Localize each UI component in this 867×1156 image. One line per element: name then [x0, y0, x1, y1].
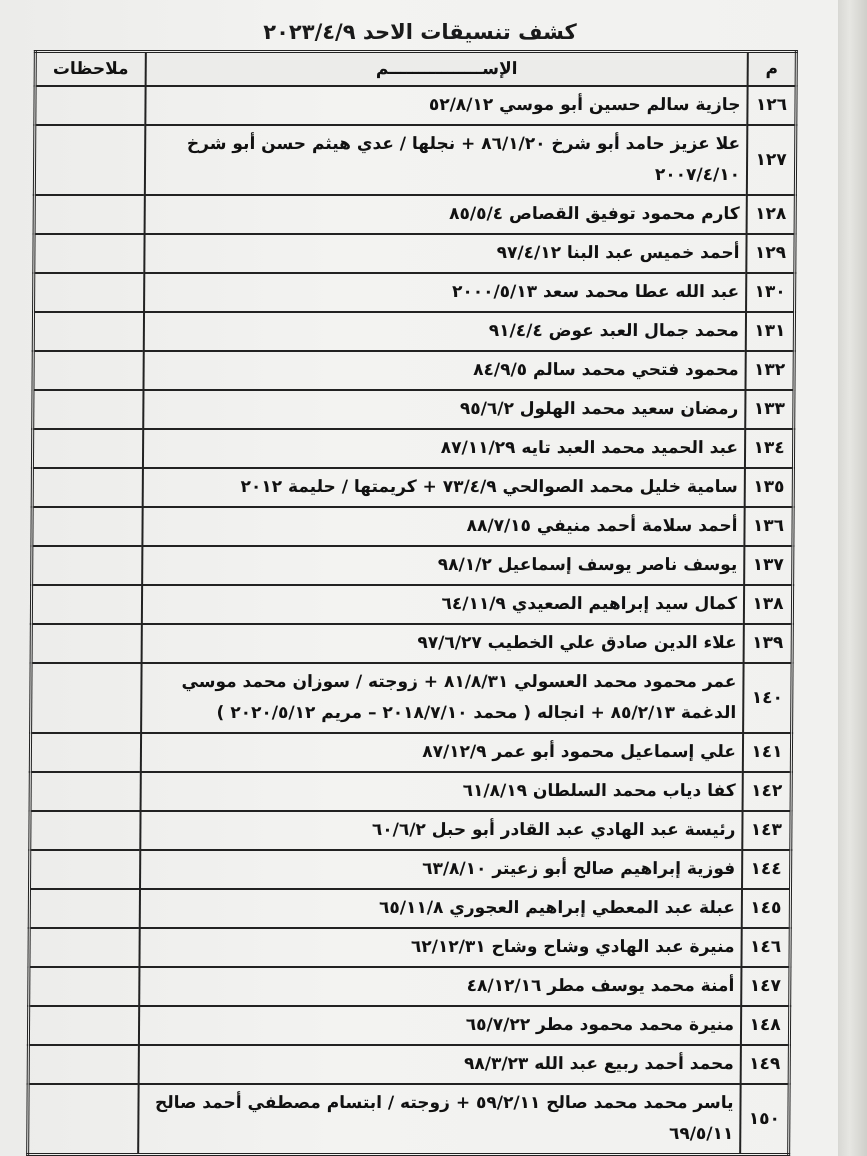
row-name: كمال سيد إبراهيم الصعيدي ٦٤/١١/٩ — [142, 585, 744, 624]
row-name: علي إسماعيل محمود أبو عمر ٨٧/١٢/٩ — [141, 733, 743, 772]
row-number: ١٢٦ — [747, 86, 796, 125]
row-notes — [32, 546, 143, 585]
row-number: ١٣٨ — [744, 585, 793, 624]
table-row — [34, 125, 795, 195]
row-name: أحمد سلامة أحمد منيفي ٨٨/٧/١٥ — [142, 507, 744, 546]
row-notes — [33, 351, 144, 390]
row-notes — [34, 273, 145, 312]
row-notes — [30, 733, 141, 772]
row-name: كارم محمود توفيق القصاص ٨٥/٥/٤ — [145, 195, 747, 234]
row-number: ١٤٦ — [741, 928, 790, 967]
table-row — [33, 351, 794, 390]
table-row — [28, 1006, 789, 1045]
row-name: عبلة عبد المعطي إبراهيم العجوري ٦٥/١١/٨ — [140, 889, 742, 928]
row-number: ١٣١ — [746, 312, 795, 351]
row-number: ١٤٢ — [743, 772, 792, 811]
row-notes — [35, 86, 146, 125]
header-name: الإســــــــــــــــم — [146, 52, 748, 87]
row-notes — [28, 1045, 139, 1084]
row-number: ١٢٨ — [747, 195, 796, 234]
table-row — [32, 429, 793, 468]
row-name: جازية سالم حسين أبو موسي ٥٢/٨/١٢ — [145, 86, 747, 125]
row-number: ١٣٩ — [744, 624, 793, 663]
row-number: ١٣٦ — [744, 507, 793, 546]
header-notes: ملاحظات — [35, 52, 146, 87]
row-name: سامية خليل محمد الصوالحي ٧٣/٤/٩ + كريمتها / حليمة ٢٠١٢ — [143, 468, 745, 507]
row-name: محمود فتحي محمد سالم ٨٤/٩/٥ — [143, 351, 745, 390]
row-name: يوسف ناصر يوسف إسماعيل ٩٨/١/٢ — [142, 546, 744, 585]
row-notes — [30, 772, 141, 811]
row-number: ١٣٥ — [745, 468, 794, 507]
row-name: منيرة محمد محمود مطر ٦٥/٧/٢٢ — [139, 1006, 741, 1045]
table-row — [31, 624, 792, 663]
row-number: ١٤٥ — [742, 889, 791, 928]
row-notes — [34, 234, 145, 273]
row-notes — [33, 390, 144, 429]
row-number: ١٣٣ — [745, 390, 794, 429]
row-name: علا عزيز حامد أبو شرخ ٨٦/١/٢٠ + نجلها / عدي هيثم حسن أبو شرخ ٢٠٠٧/٤/١٠ — [145, 125, 747, 195]
row-name: عبد الله عطا محمد سعد ٢٠٠٠/٥/١٣ — [144, 273, 746, 312]
row-notes — [32, 468, 143, 507]
table-row — [34, 273, 795, 312]
row-notes — [28, 1084, 139, 1155]
row-number: ١٣٧ — [744, 546, 793, 585]
row-name: أمنة محمد يوسف مطر ٤٨/١٢/١٦ — [139, 967, 741, 1006]
row-number: ١٢٩ — [746, 234, 795, 273]
table-row — [31, 663, 792, 733]
table-row — [30, 772, 791, 811]
table-row — [33, 390, 794, 429]
row-name: علاء الدين صادق علي الخطيب ٩٧/٦/٢٧ — [142, 624, 744, 663]
row-number: ١٤٣ — [742, 811, 791, 850]
row-notes — [34, 125, 145, 195]
row-number: ١٣٤ — [745, 429, 794, 468]
row-notes — [28, 1006, 139, 1045]
row-number: ١٤١ — [743, 733, 792, 772]
row-notes — [31, 624, 142, 663]
table-header-row — [35, 52, 796, 87]
row-number: ١٤٧ — [741, 967, 790, 1006]
row-notes — [31, 585, 142, 624]
row-notes — [29, 967, 140, 1006]
row-number: ١٤٠ — [743, 663, 792, 733]
table-row — [33, 312, 794, 351]
table-row — [32, 507, 793, 546]
table-row — [29, 889, 790, 928]
row-number: ١٤٤ — [742, 850, 791, 889]
table-row — [32, 546, 793, 585]
document-title: كشف تنسيقات الاحد ٢٠٢٣/٤/٩ — [263, 20, 577, 44]
row-notes — [31, 663, 142, 733]
row-name: رمضان سعيد محمد الهلول ٩٥/٦/٢ — [143, 390, 745, 429]
row-name: ياسر محمد محمد صالح ٥٩/٢/١١ + زوجته / ابتسام مصطفي أحمد صالح ٦٩/٥/١١ — [138, 1084, 740, 1155]
table-row — [28, 1045, 789, 1084]
row-name: منيرة عبد الهادي وشاح وشاح ٦٢/١٢/٣١ — [139, 928, 741, 967]
row-name: فوزية إبراهيم صالح أبو زعيتر ٦٣/٨/١٠ — [140, 850, 742, 889]
table-row — [31, 585, 792, 624]
row-number: ١٤٨ — [741, 1006, 790, 1045]
row-number: ١٢٧ — [747, 125, 796, 195]
row-notes — [29, 928, 140, 967]
row-notes — [30, 850, 141, 889]
table-row — [30, 811, 791, 850]
row-number: ١٣٠ — [746, 273, 795, 312]
row-name: أحمد خميس عبد البنا ٩٧/٤/١٢ — [144, 234, 746, 273]
table-row — [30, 850, 791, 889]
row-name: محمد جمال العبد عوض ٩١/٤/٤ — [144, 312, 746, 351]
row-notes — [29, 889, 140, 928]
row-name: محمد أحمد ربيع عبد الله ٩٨/٣/٢٣ — [139, 1045, 741, 1084]
row-notes — [32, 429, 143, 468]
row-notes — [32, 507, 143, 546]
table-row — [29, 928, 790, 967]
table-row — [35, 86, 796, 125]
table-row — [34, 195, 795, 234]
row-name: عمر محمود محمد العسولي ٨١/٨/٣١ + زوجته / سوزان محمد موسي الدغمة ٨٥/٢/١٣ + انجاله ( محمد ٢٠١٨/٧/١٠ – مريم ٢٠٢٠/٥/١٢ ) — [141, 663, 743, 733]
row-number: ١٥٠ — [740, 1084, 789, 1155]
row-notes — [30, 811, 141, 850]
header-number: م — [748, 52, 797, 87]
row-name: كفا دياب محمد السلطان ٦١/٨/١٩ — [141, 772, 743, 811]
row-number: ١٣٢ — [745, 351, 794, 390]
table-row — [30, 733, 791, 772]
page-edge — [838, 0, 867, 1156]
row-name: رئيسة عبد الهادي عبد القادر أبو حبل ٦٠/٦/٢ — [140, 811, 742, 850]
row-name: عبد الحميد محمد العبد تايه ٨٧/١١/٢٩ — [143, 429, 745, 468]
names-table — [26, 50, 798, 1156]
table-row — [32, 468, 793, 507]
row-number: ١٤٩ — [741, 1045, 790, 1084]
table-row — [34, 234, 795, 273]
table-row — [28, 1084, 789, 1155]
row-notes — [33, 312, 144, 351]
row-notes — [34, 195, 145, 234]
table-row — [29, 967, 790, 1006]
